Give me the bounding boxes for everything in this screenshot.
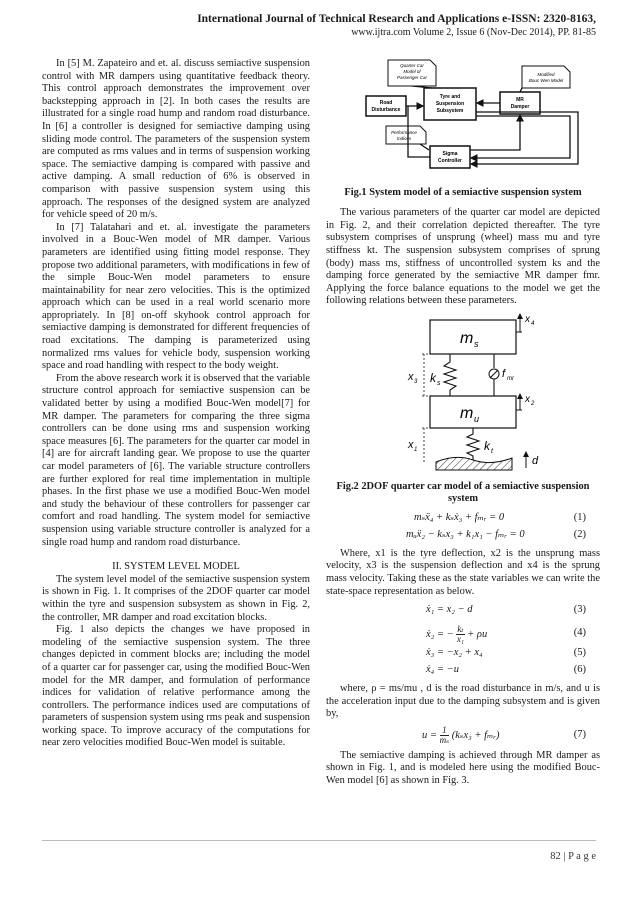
fig1-label: Model of <box>403 69 421 74</box>
mr-damper-block <box>500 92 540 114</box>
eq7-fraction <box>440 726 450 745</box>
sigma-controller-block <box>430 146 470 168</box>
fig2-caption: Fig.2 2DOF quarter car model of a semiactive suspension system <box>336 480 590 505</box>
frac-den: mₛ <box>439 734 450 745</box>
equation-body <box>426 625 487 644</box>
equation-number: (1) <box>573 511 586 523</box>
equation-body: ẋ₄ = −u <box>426 664 459 676</box>
performance-comment-block <box>386 126 426 144</box>
mu-label: m <box>460 404 474 422</box>
equation-1 <box>326 510 600 527</box>
x2-label: x <box>525 393 530 405</box>
paragraph: where, ρ = ms/mu , d is the road disturbance in m/s, and u is the acceleration input due to the damping subsystem and is given by, <box>326 683 600 720</box>
mu-sub: u <box>474 413 480 424</box>
paragraph: The system level model of the semiactive suspension system is shown in Fig. 1. It comprises of the 2DOF quarter car model within the tyre and suspension subsystem as shown in Fig. 2, the controller, MR damper and road excitation blocks. <box>42 573 310 623</box>
frac-num: kₜ <box>457 624 464 635</box>
eq4-fraction <box>456 625 464 644</box>
ms-label: m <box>460 329 474 347</box>
x3-sub: 3 <box>414 378 418 385</box>
equation-body <box>422 726 500 745</box>
equation-number: (2) <box>573 528 586 540</box>
d-label: d <box>532 454 539 467</box>
fig1-label: Controller <box>438 158 462 164</box>
equation-6 <box>326 662 600 679</box>
equation-5 <box>326 645 600 662</box>
equation-4 <box>326 619 600 645</box>
tyre-spring <box>467 428 479 460</box>
ms-sub: s <box>474 338 479 349</box>
fig1-label: MR <box>516 97 524 103</box>
fmr-sub: mr <box>507 375 514 382</box>
fig1-label: Quarter Car <box>400 63 424 68</box>
equation-7 <box>326 721 600 747</box>
paragraph: Fig. 1 also depicts the changes we have proposed in modeling of the semiactive suspension system. The three changes depicted in comment blocks are; including the model of a quarter car for passenger car, using the modified Bouc-Wen model for the MR damper, and formulation of performance indices for validation of relative performance among the controllers. The performance indices used are computations of parameters of suspension system using rms peak and suspension working space. To improve accuracy of the computations for near zero velocities modified Bouc-Wen model is suitable. <box>42 624 310 749</box>
paragraph: Where, x1 is the tyre deflection, x2 is the unsprung mass velocity, x3 is the suspension deflection and x4 is the sprung mass velocity. Taking these as the state variables we can write the state-space representation as below. <box>326 547 600 597</box>
eq4-right: + ρu <box>467 629 488 640</box>
equation-3 <box>326 602 600 619</box>
x4-label: x <box>525 313 530 325</box>
fig1-block-diagram <box>326 58 600 178</box>
ks-sub: s <box>437 379 441 387</box>
equation-number: (3) <box>573 604 586 616</box>
page-number: 82 | P a g e <box>550 851 596 862</box>
fig1-label: Sigma <box>442 151 458 157</box>
road-disturbance-block <box>366 96 406 116</box>
fig1-label: Road <box>379 100 393 106</box>
equation-2 <box>326 527 600 544</box>
paragraph: The semiactive damping is achieved through MR damper as shown in Fig. 1, and is modeled here using the modified Bouc-Wen model [6] as shown in Fig. 3. <box>326 749 600 787</box>
x1-label: x <box>408 438 414 451</box>
paragraph: In [5] M. Zapateiro and et. al. discuss semiactive suspension control with MR dampers using quantitative feedback theory. This control approach demonstrates the improvement over backstepping approach in [2]. In both cases the results are illustrated for a single road hump and random road disturbance. In [6] a controller is designed for semiactive damping using sliding mode control. The parameters of the suspension system are computed as rms values and in terms of suspension working space. The semiactive damping is compared with passive and active damping. A small reduction of 6% is observed in comparison with passive suspension system using this approach. The responses of the designed system are analyzed for vehicle speed of 20 m/s. <box>42 58 310 221</box>
eq7-right: (kₛx₃ + fₘᵣ) <box>451 729 500 741</box>
eq4-left: ẋ₂ = − <box>426 629 454 640</box>
road-surface <box>436 457 512 470</box>
kt-label: k <box>484 438 490 453</box>
fig1-label: Modified <box>537 72 555 77</box>
equation-number: (4) <box>573 627 586 639</box>
frac-num: 1 <box>440 726 450 736</box>
equation-body: ẋ₁ = x₂ − d <box>426 604 473 616</box>
fig1-label: Performance <box>391 130 417 135</box>
eq7-left: u = <box>422 729 437 741</box>
fig1-label: Suspension <box>435 101 465 107</box>
equation-body: ẋ₃ = −x₂ + x₄ <box>426 647 483 659</box>
fmr-label: f <box>502 367 506 380</box>
fig1-label: Indices <box>396 136 412 141</box>
x1-sub: 1 <box>414 446 418 453</box>
paragraph: In [7] Talatahari and et. al. investigate the parameters involved in a Bouc-Wen model of MR damper. Various parameters are identified using fitting model response. They propose two additional parameters, with modifications in few of the simple Bouc-Wen model parameters to ensure maintainability for near zero velocities. This is the optimized approach which can be used in a real world scenario more appropriately. In [8] on-off skyhook control approach for semiactive damping is demonstrated for different frequencies of road excitations. The damping is parameterized using normalized rms values for vehicle body, suspension working space and road handling with respect to the body weight. <box>42 221 310 372</box>
equation-body: mᵤẍ₂ − kₛx₃ + k₁x₁ − fₘᵣ = 0 <box>406 528 525 540</box>
equation-number: (7) <box>573 728 586 740</box>
fig1-label: Subsystem <box>436 108 464 114</box>
right-column <box>326 58 600 788</box>
fig1-label: Disturbance <box>371 107 401 113</box>
x3-label: x <box>408 370 414 383</box>
bouc-wen-comment-block <box>522 66 570 88</box>
suspension-spring <box>444 354 456 396</box>
equation-number: (6) <box>573 664 586 676</box>
equation-number: (5) <box>573 647 586 659</box>
fig1-caption: Fig.1 System model of a semiactive suspension system <box>344 186 582 198</box>
fig1-label: Passenger Car <box>396 75 428 80</box>
fig1-label: Bouc Wen Model <box>528 78 564 83</box>
x2-sub: 2 <box>531 400 535 407</box>
journal-header <box>197 12 596 40</box>
paragraph: From the above research work it is observed that the variable structure control approach for semiactive suspension can be validated better by using a modified Bouc-Wen model[7] for MR damper. The parameters for comparing the three sigma controllers can be done using rms and suspension working space measures [6]. The parameters for the quarter car model in [4] are for aircraft landing gear. We propose to use the quarter car model parameters of [6]. The variable structure controllers are further explored for real time implementation in multiple phases. In the first phase we use a modified Bouc-Wen model and study the behaviour of these controllers for passenger car comfort and road handling. The system model for semiactive suspension using variable structure controller is analyzed for a single road hump and random road disturbance. <box>42 372 310 548</box>
left-column <box>42 58 310 750</box>
ks-label: k <box>430 370 436 385</box>
x4-sub: 4 <box>531 320 535 327</box>
frac-den: x₁ <box>456 634 465 645</box>
journal-title: International Journal of Technical Research and Applications e-ISSN: 2320-8163, <box>197 13 596 25</box>
section-title: II. SYSTEM LEVEL MODEL <box>112 561 240 573</box>
paragraph: The various parameters of the quarter car model are depicted in Fig. 2, and their correlation depicted thereafter. The tyre subsystem comprises of unsprung (wheel) mass mu and tyre stiffness kt. The suspension subsystem comprises of sprung (body) mass ms, stiffness of uncontrolled system ks and the damping force generated by the semiactive MR damper fmr. Applying the force balance equations to the model we get the following relations between these parameters. <box>326 207 600 307</box>
equation-body: mₛẍ₄ + kₛẋ₃ + fₘᵣ = 0 <box>414 511 505 523</box>
journal-issue: www.ijtra.com Volume 2, Issue 6 (Nov-Dec 2014), PP. 81-85 <box>351 27 596 38</box>
page-footer <box>42 840 596 862</box>
fig1-label: Damper <box>510 104 530 110</box>
kt-sub: t <box>491 447 493 455</box>
fig1-label: Tyre and <box>439 94 461 100</box>
fig2-quarter-car-diagram <box>326 312 600 472</box>
